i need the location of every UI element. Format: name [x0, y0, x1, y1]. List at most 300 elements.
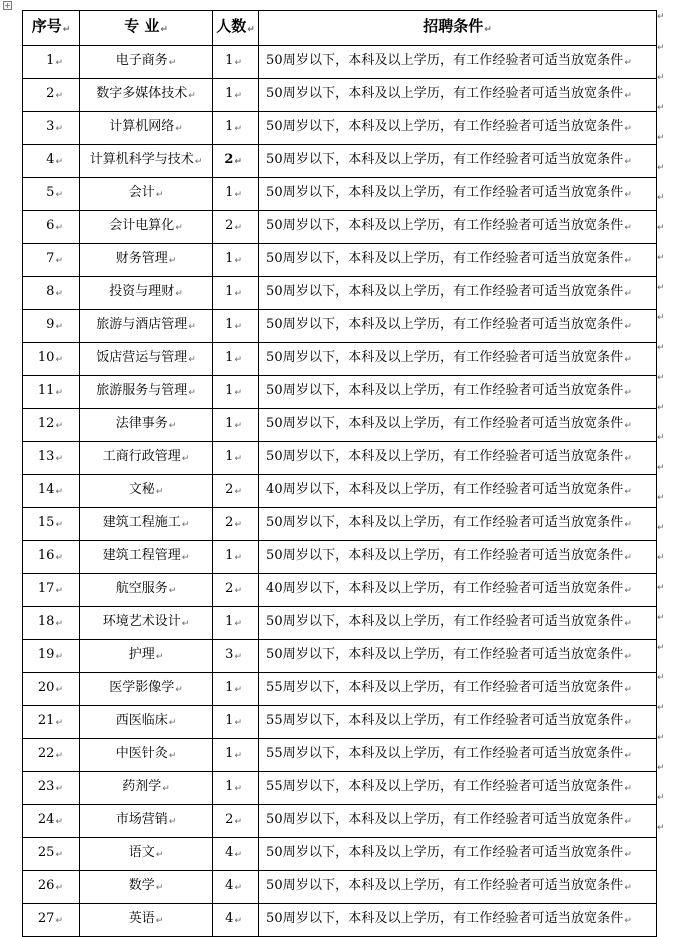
- cell-major[interactable]: [80, 607, 213, 640]
- paragraph-mark-icon: ↵: [624, 58, 632, 68]
- paragraph-mark-icon: ↵: [155, 487, 164, 497]
- paragraph-mark-icon: ↵: [181, 520, 190, 530]
- cell-major-text: 建筑工程管理: [102, 548, 181, 563]
- cell-seq-text: 27: [37, 911, 55, 926]
- table-row: [23, 409, 657, 442]
- cell-count-text: 1: [225, 383, 234, 398]
- paragraph-mark-icon: ↵: [168, 586, 177, 596]
- paragraph-mark-icon: ↵: [624, 718, 632, 728]
- cell-major[interactable]: [80, 772, 213, 805]
- paragraph-mark-icon: ↵: [55, 751, 63, 761]
- recruitment-table: [22, 10, 657, 937]
- paragraph-mark-icon: ↵: [55, 190, 63, 200]
- table-row: [23, 706, 657, 739]
- cell-conditions[interactable]: [259, 607, 657, 640]
- paragraph-mark-icon: ↵: [55, 421, 63, 431]
- table-row: [23, 739, 657, 772]
- cell-seq[interactable]: [23, 310, 80, 343]
- cell-conditions-text: 55周岁以下，本科及以上学历，有工作经验者可适当放宽条件: [266, 746, 624, 761]
- row-end-mark-icon: ↵: [657, 643, 665, 653]
- cell-count-text: 4: [225, 845, 234, 860]
- cell-conditions-text: 50周岁以下，本科及以上学历，有工作经验者可适当放宽条件: [266, 317, 624, 332]
- cell-major[interactable]: [80, 442, 213, 475]
- paragraph-mark-icon: ↵: [181, 619, 190, 629]
- cell-conditions-text: 50周岁以下，本科及以上学历，有工作经验者可适当放宽条件: [266, 383, 624, 398]
- paragraph-mark-icon: ↵: [55, 388, 63, 398]
- cell-seq-text: 2: [46, 86, 55, 101]
- paragraph-mark-icon: ↵: [624, 190, 632, 200]
- cell-conditions-text: 50周岁以下，本科及以上学历，有工作经验者可适当放宽条件: [266, 218, 624, 233]
- paragraph-mark-icon: ↵: [55, 355, 63, 365]
- cell-major[interactable]: [80, 838, 213, 871]
- cell-seq[interactable]: [23, 607, 80, 640]
- paragraph-mark-icon: ↵: [234, 157, 242, 167]
- row-end-mark-icon: ↵: [657, 493, 665, 503]
- cell-major[interactable]: [80, 640, 213, 673]
- cell-conditions[interactable]: [259, 46, 657, 79]
- paragraph-mark-icon: ↵: [624, 586, 632, 596]
- cell-seq[interactable]: [23, 640, 80, 673]
- cell-conditions[interactable]: [259, 904, 657, 937]
- paragraph-mark-icon: ↵: [175, 685, 183, 695]
- paragraph-mark-icon: ↵: [155, 850, 164, 860]
- cell-count[interactable]: [213, 145, 259, 178]
- paragraph-mark-icon: ↵: [168, 421, 177, 431]
- cell-seq[interactable]: [23, 442, 80, 475]
- table-row: [23, 376, 657, 409]
- cell-conditions-text: 50周岁以下，本科及以上学历，有工作经验者可适当放宽条件: [266, 86, 624, 101]
- cell-seq[interactable]: [23, 475, 80, 508]
- cell-major[interactable]: [80, 376, 213, 409]
- paragraph-mark-icon: ↵: [624, 355, 632, 365]
- cell-seq[interactable]: [23, 145, 80, 178]
- cell-count[interactable]: [213, 310, 259, 343]
- cell-seq-text: 19: [37, 647, 55, 662]
- cell-seq[interactable]: [23, 79, 80, 112]
- cell-major[interactable]: [80, 475, 213, 508]
- cell-count-text: 1: [225, 350, 234, 365]
- paragraph-mark-icon: ↵: [55, 256, 63, 266]
- cell-count[interactable]: [213, 211, 259, 244]
- cell-seq[interactable]: [23, 838, 80, 871]
- cell-conditions[interactable]: [259, 211, 657, 244]
- cell-seq-text: 12: [37, 416, 55, 431]
- cell-major-text: 数学: [128, 878, 155, 893]
- paragraph-mark-icon: ↵: [234, 289, 242, 299]
- cell-major[interactable]: [80, 211, 213, 244]
- cell-seq[interactable]: [23, 772, 80, 805]
- cell-major[interactable]: [80, 310, 213, 343]
- cell-count[interactable]: [213, 706, 259, 739]
- cell-count[interactable]: [213, 838, 259, 871]
- cell-conditions-text: 50周岁以下，本科及以上学历，有工作经验者可适当放宽条件: [266, 416, 624, 431]
- row-end-mark-icon: ↵: [657, 343, 665, 353]
- cell-seq-text: 22: [37, 746, 55, 761]
- cell-conditions-text: 50周岁以下，本科及以上学历，有工作经验者可适当放宽条件: [266, 152, 624, 167]
- cell-major[interactable]: [80, 244, 213, 277]
- cell-seq-text: 1: [46, 53, 55, 68]
- paragraph-mark-icon: ↵: [181, 553, 190, 563]
- table-move-handle-icon[interactable]: +: [4, 1, 11, 10]
- cell-seq[interactable]: [23, 112, 80, 145]
- cell-major-text: 计算机网络: [109, 119, 175, 134]
- table-row: [23, 772, 657, 805]
- cell-seq[interactable]: [23, 805, 80, 838]
- table-row: [23, 112, 657, 145]
- cell-seq-text: 21: [37, 713, 55, 728]
- table-row: [23, 79, 657, 112]
- paragraph-mark-icon: ↵: [55, 883, 63, 893]
- cell-count-text: 1: [225, 185, 234, 200]
- table-row: [23, 838, 657, 871]
- cell-seq[interactable]: [23, 673, 80, 706]
- cell-major[interactable]: [80, 904, 213, 937]
- cell-conditions[interactable]: [259, 343, 657, 376]
- cell-count[interactable]: [213, 607, 259, 640]
- cell-major[interactable]: [80, 277, 213, 310]
- cell-conditions[interactable]: [259, 112, 657, 145]
- paragraph-mark-icon: ↵: [234, 256, 242, 266]
- cell-conditions[interactable]: [259, 739, 657, 772]
- cell-major-text: 财务管理: [115, 251, 168, 266]
- cell-conditions-text: 50周岁以下，本科及以上学历，有工作经验者可适当放宽条件: [266, 548, 624, 563]
- table-row: [23, 541, 657, 574]
- paragraph-mark-icon: ↵: [624, 388, 632, 398]
- paragraph-mark-icon: ↵: [624, 256, 632, 266]
- paragraph-mark-icon: ↵: [55, 916, 63, 926]
- table-row: [23, 244, 657, 277]
- paragraph-mark-icon: ↵: [155, 190, 164, 200]
- paragraph-mark-icon: ↵: [188, 322, 196, 332]
- cell-count[interactable]: [213, 640, 259, 673]
- cell-conditions[interactable]: [259, 673, 657, 706]
- cell-major-text: 西医临床: [115, 713, 168, 728]
- cell-major-text: 电子商务: [115, 53, 168, 68]
- paragraph-mark-icon: ↵: [55, 520, 63, 530]
- row-end-mark-icon: ↵: [657, 733, 665, 743]
- cell-conditions[interactable]: [259, 244, 657, 277]
- paragraph-mark-icon: ↵: [55, 124, 63, 134]
- paragraph-mark-icon: ↵: [168, 751, 177, 761]
- cell-count-text: 1: [225, 746, 234, 761]
- paragraph-mark-icon: ↵: [234, 784, 242, 794]
- cell-seq[interactable]: [23, 343, 80, 376]
- cell-count-text: 1: [225, 614, 234, 629]
- cell-major-text: 市场营销: [115, 812, 168, 827]
- cell-count[interactable]: [213, 343, 259, 376]
- cell-count-text: 2: [225, 482, 234, 497]
- cell-count[interactable]: [213, 574, 259, 607]
- cell-conditions-text: 50周岁以下，本科及以上学历，有工作经验者可适当放宽条件: [266, 449, 624, 464]
- cell-seq-text: 10: [37, 350, 55, 365]
- paragraph-mark-icon: ↵: [168, 718, 177, 728]
- cell-conditions-text: 50周岁以下，本科及以上学历，有工作经验者可适当放宽条件: [266, 911, 624, 926]
- paragraph-mark-icon: ↵: [234, 553, 242, 563]
- paragraph-mark-icon: ↵: [55, 454, 63, 464]
- cell-major-text: 医学影像学: [109, 680, 175, 695]
- row-end-mark-icon: ↵: [657, 553, 665, 563]
- row-end-mark-icon: ↵: [657, 223, 665, 233]
- table-row: [23, 805, 657, 838]
- table-row: [23, 574, 657, 607]
- paragraph-mark-icon: ↵: [55, 850, 63, 860]
- cell-major-text: 环境艺术设计: [102, 614, 181, 629]
- paragraph-mark-icon: ↵: [194, 157, 203, 167]
- cell-major-text: 护理: [128, 647, 155, 662]
- cell-major[interactable]: [80, 805, 213, 838]
- cell-count[interactable]: [213, 739, 259, 772]
- row-end-mark-icon: ↵: [657, 193, 665, 203]
- cell-major-text: 中医针灸: [115, 746, 168, 761]
- row-end-mark-icon: ↵: [657, 163, 665, 173]
- cell-count-text: 2: [225, 515, 234, 530]
- cell-count-text: 2: [224, 152, 234, 167]
- paragraph-mark-icon: ↵: [234, 586, 242, 596]
- cell-seq[interactable]: [23, 904, 80, 937]
- paragraph-mark-icon: ↵: [168, 256, 177, 266]
- row-end-mark-icon: ↵: [657, 703, 665, 713]
- paragraph-mark-icon: ↵: [188, 388, 196, 398]
- table-row: [23, 145, 657, 178]
- header-major: 专 业↵: [80, 11, 213, 46]
- cell-conditions[interactable]: [259, 508, 657, 541]
- cell-major-text: 饭店营运与管理: [96, 350, 188, 365]
- cell-count[interactable]: [213, 244, 259, 277]
- cell-conditions[interactable]: [259, 376, 657, 409]
- cell-major-text: 工商行政管理: [102, 449, 181, 464]
- paragraph-mark-icon: ↵: [234, 91, 242, 101]
- cell-major[interactable]: [80, 739, 213, 772]
- row-end-mark-icon: ↵: [657, 433, 665, 443]
- cell-count[interactable]: [213, 442, 259, 475]
- paragraph-mark-icon: ↵: [55, 784, 63, 794]
- cell-seq[interactable]: [23, 244, 80, 277]
- cell-conditions[interactable]: [259, 277, 657, 310]
- paragraph-mark-icon: ↵: [234, 487, 242, 497]
- cell-conditions[interactable]: [259, 772, 657, 805]
- cell-conditions[interactable]: [259, 442, 657, 475]
- cell-count[interactable]: [213, 673, 259, 706]
- cell-count-text: 1: [225, 779, 234, 794]
- cell-conditions[interactable]: [259, 475, 657, 508]
- cell-count[interactable]: [213, 178, 259, 211]
- header-seq: 序号↵: [23, 11, 80, 46]
- cell-major[interactable]: [80, 343, 213, 376]
- cell-conditions[interactable]: [259, 838, 657, 871]
- paragraph-mark-icon: ↵: [55, 685, 63, 695]
- cell-seq[interactable]: [23, 376, 80, 409]
- cell-seq[interactable]: [23, 508, 80, 541]
- paragraph-mark-icon: ↵: [624, 157, 632, 167]
- paragraph-mark-icon: ↵: [624, 289, 632, 299]
- cell-conditions-text: 50周岁以下，本科及以上学历，有工作经验者可适当放宽条件: [266, 251, 624, 266]
- cell-seq-text: 24: [37, 812, 55, 827]
- cell-count[interactable]: [213, 508, 259, 541]
- table-row: [23, 607, 657, 640]
- paragraph-mark-icon: ↵: [234, 652, 242, 662]
- table-row: [23, 343, 657, 376]
- paragraph-mark-icon: ↵: [55, 91, 63, 101]
- paragraph-mark-icon: ↵: [234, 520, 242, 530]
- cell-major[interactable]: [80, 79, 213, 112]
- paragraph-mark-icon: ↵: [181, 454, 190, 464]
- cell-seq[interactable]: [23, 706, 80, 739]
- cell-major[interactable]: [80, 46, 213, 79]
- cell-major[interactable]: [80, 112, 213, 145]
- cell-major[interactable]: [80, 409, 213, 442]
- row-end-mark-icon: ↵: [657, 793, 665, 803]
- paragraph-mark-icon: ↵: [234, 751, 242, 761]
- cell-seq-text: 8: [46, 284, 55, 299]
- cell-major[interactable]: [80, 673, 213, 706]
- cell-count[interactable]: [213, 772, 259, 805]
- cell-seq-text: 4: [46, 152, 55, 167]
- cell-count[interactable]: [213, 46, 259, 79]
- cell-major-text: 药剂学: [122, 779, 162, 794]
- row-end-mark-icon: ↵: [657, 823, 665, 833]
- row-end-mark-icon: ↵: [657, 763, 665, 773]
- paragraph-mark-icon: ↵: [234, 850, 242, 860]
- paragraph-mark-icon: ↵: [55, 718, 63, 728]
- cell-major-text: 航空服务: [115, 581, 168, 596]
- cell-seq-text: 6: [46, 218, 55, 233]
- cell-seq-text: 13: [37, 449, 55, 464]
- cell-conditions[interactable]: [259, 574, 657, 607]
- cell-conditions-text: 55周岁以下，本科及以上学历，有工作经验者可适当放宽条件: [266, 680, 624, 695]
- cell-seq[interactable]: [23, 739, 80, 772]
- row-end-mark-icon: ↵: [657, 12, 665, 22]
- cell-seq[interactable]: [23, 871, 80, 904]
- table-row: [23, 475, 657, 508]
- cell-conditions-text: 50周岁以下，本科及以上学历，有工作经验者可适当放宽条件: [266, 119, 624, 134]
- paragraph-mark-icon: ↵: [234, 388, 242, 398]
- row-end-mark-icon: ↵: [657, 523, 665, 533]
- paragraph-mark-icon: ↵: [624, 685, 632, 695]
- cell-conditions[interactable]: [259, 541, 657, 574]
- cell-conditions[interactable]: [259, 178, 657, 211]
- paragraph-mark-icon: ↵: [234, 685, 242, 695]
- paragraph-mark-icon: ↵: [155, 652, 164, 662]
- cell-major[interactable]: [80, 178, 213, 211]
- paragraph-mark-icon: ↵: [234, 421, 242, 431]
- table-row: [23, 310, 657, 343]
- table-row: [23, 904, 657, 937]
- cell-conditions-text: 50周岁以下，本科及以上学历，有工作经验者可适当放宽条件: [266, 845, 624, 860]
- paragraph-mark-icon: ↵: [234, 124, 242, 134]
- paragraph-mark-icon: ↵: [234, 817, 242, 827]
- cell-conditions[interactable]: [259, 805, 657, 838]
- cell-count[interactable]: [213, 376, 259, 409]
- cell-count[interactable]: [213, 805, 259, 838]
- paragraph-mark-icon: ↵: [234, 883, 242, 893]
- table-header-row: [23, 11, 657, 46]
- cell-seq-text: 25: [37, 845, 55, 860]
- cell-count-text: 4: [225, 878, 234, 893]
- paragraph-mark-icon: ↵: [155, 883, 164, 893]
- paragraph-mark-icon: ↵: [624, 652, 632, 662]
- cell-count-text: 1: [225, 251, 234, 266]
- cell-seq[interactable]: [23, 46, 80, 79]
- cell-conditions[interactable]: [259, 706, 657, 739]
- table-row: [23, 640, 657, 673]
- cell-count[interactable]: [213, 541, 259, 574]
- cell-conditions-text: 50周岁以下，本科及以上学历，有工作经验者可适当放宽条件: [266, 515, 624, 530]
- cell-major[interactable]: [80, 574, 213, 607]
- cell-major[interactable]: [80, 508, 213, 541]
- cell-seq[interactable]: [23, 211, 80, 244]
- cell-seq-text: 17: [37, 581, 55, 596]
- cell-count-text: 2: [225, 581, 234, 596]
- paragraph-mark-icon: ↵: [234, 619, 242, 629]
- paragraph-mark-icon: ↵: [55, 553, 63, 563]
- header-count: 人数↵: [213, 11, 259, 46]
- cell-seq-text: 7: [46, 251, 55, 266]
- cell-seq[interactable]: [23, 541, 80, 574]
- row-end-mark-icon: ↵: [657, 403, 665, 413]
- cell-major[interactable]: [80, 706, 213, 739]
- cell-seq-text: 26: [37, 878, 55, 893]
- paragraph-mark-icon: ↵: [168, 817, 177, 827]
- cell-seq[interactable]: [23, 409, 80, 442]
- cell-count[interactable]: [213, 112, 259, 145]
- cell-conditions[interactable]: [259, 79, 657, 112]
- cell-conditions[interactable]: [259, 310, 657, 343]
- cell-conditions[interactable]: [259, 409, 657, 442]
- cell-conditions[interactable]: [259, 145, 657, 178]
- cell-seq[interactable]: [23, 178, 80, 211]
- cell-conditions[interactable]: [259, 640, 657, 673]
- paragraph-mark-icon: ↵: [55, 487, 63, 497]
- cell-seq-text: 11: [37, 383, 55, 398]
- cell-count[interactable]: [213, 409, 259, 442]
- cell-count[interactable]: [213, 871, 259, 904]
- cell-seq[interactable]: [23, 574, 80, 607]
- cell-count[interactable]: [213, 79, 259, 112]
- cell-major[interactable]: [80, 145, 213, 178]
- paragraph-mark-icon: ↵: [624, 322, 632, 332]
- row-end-mark-icon: ↵: [657, 673, 665, 683]
- cell-count-text: 2: [225, 812, 234, 827]
- row-end-mark-icon: ↵: [657, 253, 665, 263]
- paragraph-mark-icon: ↵: [175, 124, 183, 134]
- table-row: [23, 277, 657, 310]
- cell-count[interactable]: [213, 904, 259, 937]
- paragraph-mark-icon: ↵: [155, 916, 164, 926]
- cell-count[interactable]: [213, 475, 259, 508]
- cell-major[interactable]: [80, 541, 213, 574]
- cell-conditions[interactable]: [259, 871, 657, 904]
- cell-count-text: 2: [225, 218, 234, 233]
- paragraph-mark-icon: ↵: [624, 817, 632, 827]
- cell-count[interactable]: [213, 277, 259, 310]
- table-row: [23, 673, 657, 706]
- cell-count-text: 1: [225, 548, 234, 563]
- cell-conditions-text: 50周岁以下，本科及以上学历，有工作经验者可适当放宽条件: [266, 350, 624, 365]
- paragraph-mark-icon: ↵: [55, 289, 63, 299]
- cell-seq[interactable]: [23, 277, 80, 310]
- cell-major[interactable]: [80, 871, 213, 904]
- cell-count-text: 1: [225, 317, 234, 332]
- cell-conditions-text: 40周岁以下，本科及以上学历，有工作经验者可适当放宽条件: [266, 482, 624, 497]
- row-end-mark-icon: ↵: [657, 613, 665, 623]
- paragraph-mark-icon: ↵: [624, 751, 632, 761]
- cell-conditions-text: 40周岁以下，本科及以上学历，有工作经验者可适当放宽条件: [266, 581, 624, 596]
- paragraph-mark-icon: ↵: [624, 916, 632, 926]
- cell-conditions-text: 50周岁以下，本科及以上学历，有工作经验者可适当放宽条件: [266, 185, 624, 200]
- cell-conditions-text: 50周岁以下，本科及以上学历，有工作经验者可适当放宽条件: [266, 647, 624, 662]
- paragraph-mark-icon: ↵: [624, 784, 632, 794]
- cell-conditions-text: 50周岁以下，本科及以上学历，有工作经验者可适当放宽条件: [266, 812, 624, 827]
